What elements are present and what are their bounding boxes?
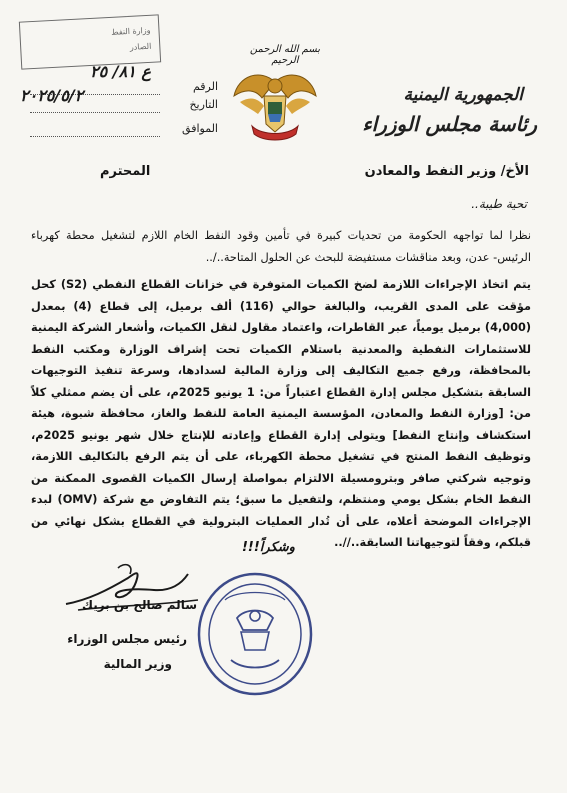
stamp-line-2: الصادر — [129, 41, 152, 52]
honorific: المحترم — [100, 164, 151, 179]
date-label: التاريخ — [189, 98, 218, 111]
signatory-name: سالم صالح بن بريك — [82, 598, 197, 612]
date-dotline — [30, 112, 160, 113]
stamp-line-1: وزارة النفط — [111, 25, 151, 37]
intro-paragraph: نظرا لما تواجهه الحكومة من تحديات كبيرة في تأمين وقود النفط الخام اللازم لتشغيل محطة كهرباء الرئيس- عدن، وبعد مناقشات مستفيضة للبحث عن الحلول المتاحة../.. — [31, 229, 531, 264]
signatory-title: رئيس مجلس الوزراء — [67, 632, 187, 646]
official-seal-icon — [195, 570, 315, 698]
greeting: تحية طيبة.. — [471, 197, 527, 211]
agree-dotline — [30, 136, 160, 137]
basmala: بسم الله الرحمن الرحيم — [249, 44, 321, 66]
closing-thanks: وشكراً!!! — [242, 540, 295, 555]
issuing-office: رئاسة مجلس الوزراء — [362, 112, 537, 136]
signatory-title-2: وزير المالية — [103, 657, 172, 671]
yemen-eagle-emblem-icon — [230, 62, 320, 152]
directive-paragraph: يتم اتخاذ الإجراءات اللازمة لضخ الكميات المتوفرة في خزانات القطاع النفطي (S2) كحل مؤقت على المدى القريب، والبالغة حوالي (116) ألف برميل، إلى قطاع (4) بمعدل (4,000) برميل يومياً، عبر القاطرات، واعتماد مقاول لنقل الكميات، وأشعار الشركة اليمنية للاستثمارات النفطية والمعدنية باستلام الكميات تحت إشراف الوزارة ومكتب النفط بالمحافظة، ورفع جميع التكاليف إلى وزارة المالية لسدادها، وسرعة تنفيذ التوجيهات السابقة بتشكيل مجلس إدارة القطاع اعتباراً من: 1 يونيو 2025م، على أن يضم ممثلي كلاً من: [وزارة النفط والمعادن، المؤسسة اليمنية العامة للنفط والغاز، محافظة شبوة، هيئة استكشاف وإنتاج النفط] ويتولى إدارة القطاع وإعادته للإنتاج خلال شهر يونيو 2025م، وتوظيف النفط المنتج في تشغيل محطة الكهرباء، على أن يتم الرفع بالتكاليف اللازمة، وتوجيه شركتي صافر وبترومسيلة الالتزام بمواصلة إرسال الكميات القصوى الممكنة من النفط الخام بشكل يومي ومنتظم، ولتفعيل ما سبق؛ يتم التفاوض مع شركة (OMV) لبدء الإجراءات الموضحة أعلاه، على أن تُدار العمليات البترولية في القطاع بشكل نهائي من قبلكم، وفقاً لتوجيهاتنا السابقة..//.. — [31, 278, 531, 549]
date-value: ٢٠٢٥/٥/٢ — [20, 86, 84, 105]
government-name: الجمهورية اليمنية — [403, 85, 523, 105]
ref-label: الرقم — [192, 80, 218, 93]
addressee: الأخ/ وزير النفط والمعادن — [364, 164, 529, 179]
ref-number: ع ٨١/ ٢٥ — [90, 62, 151, 81]
agree-label: الموافق — [182, 122, 218, 135]
